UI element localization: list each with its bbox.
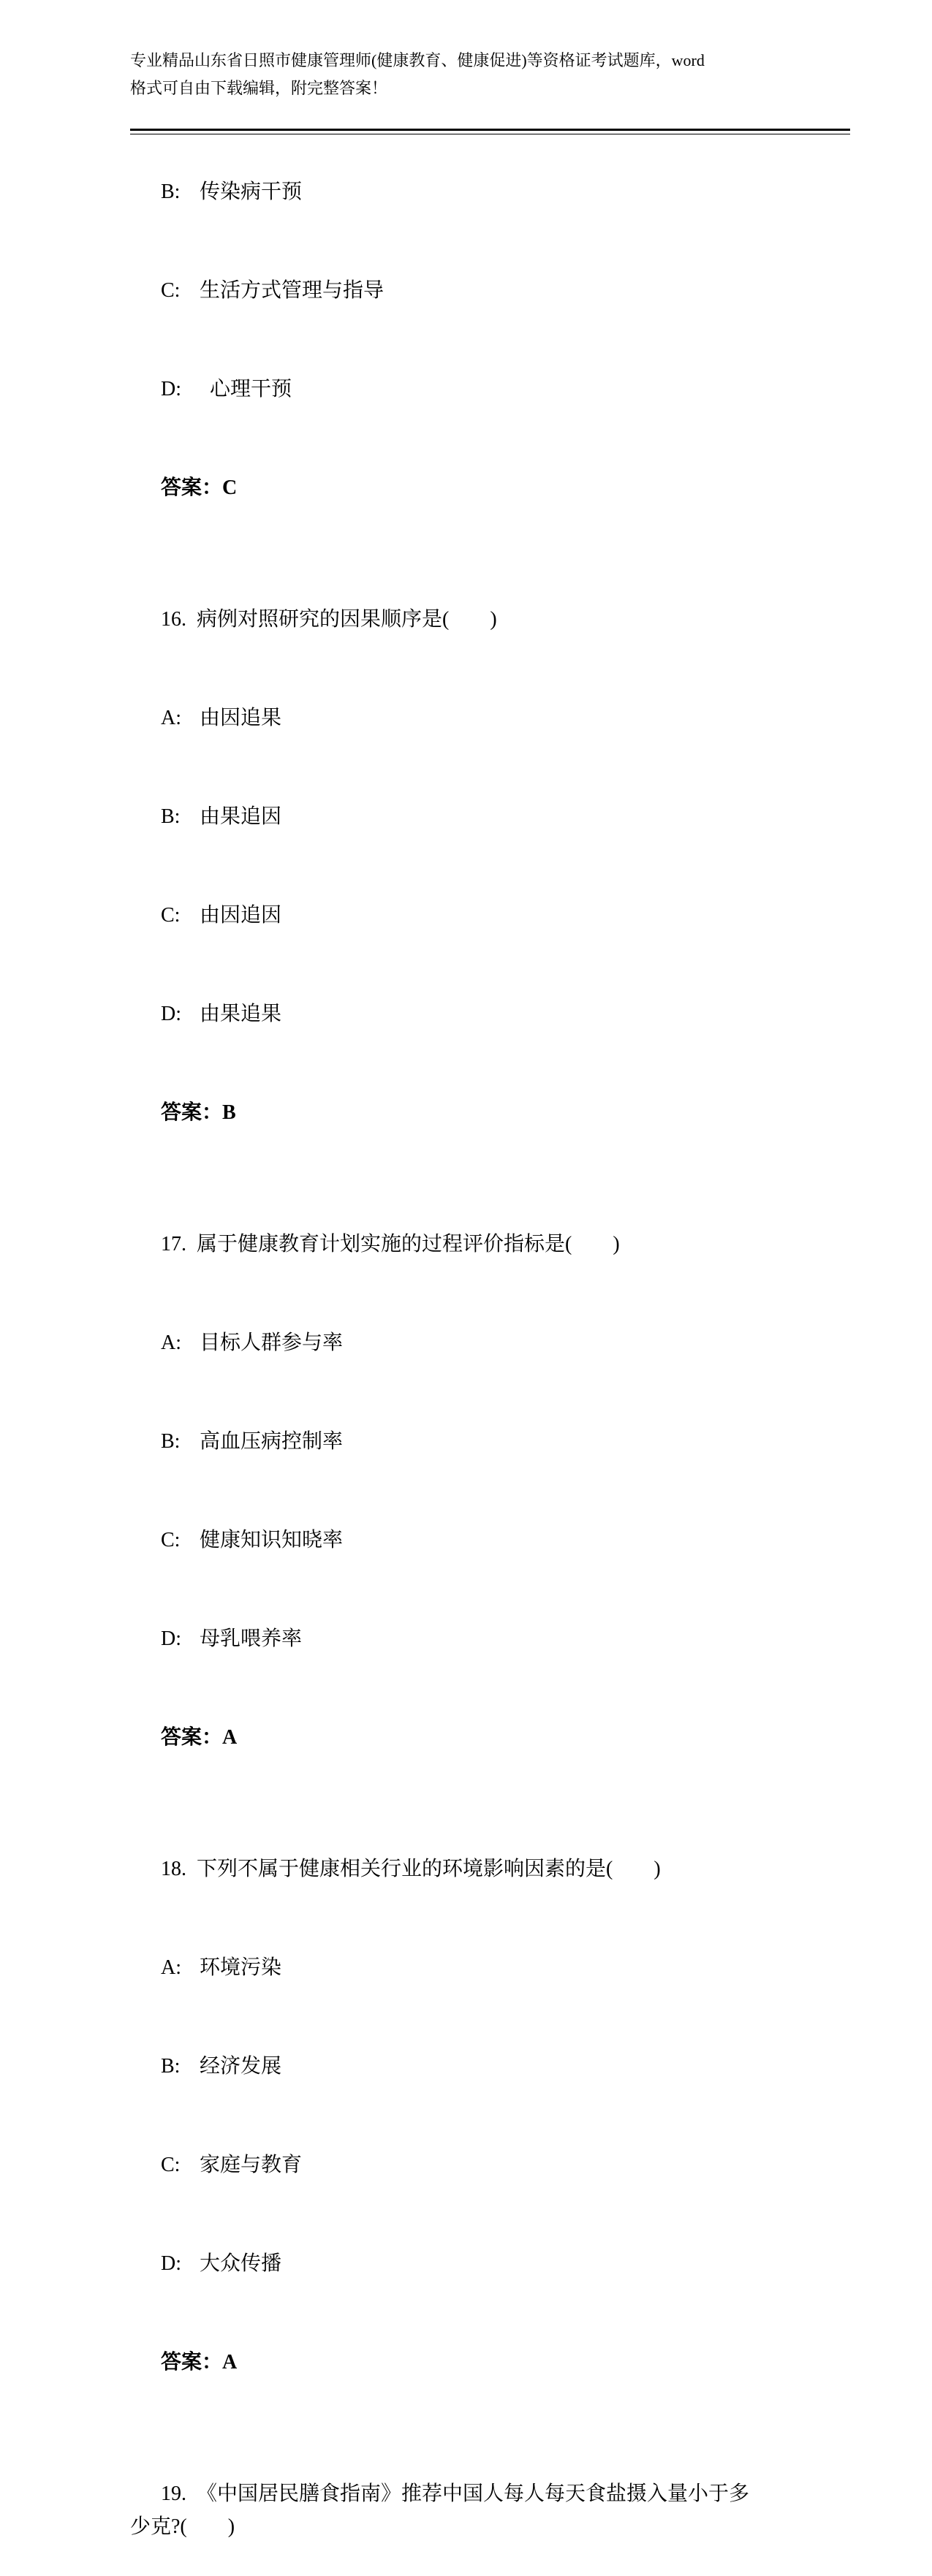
option-label: B: — [161, 181, 181, 203]
header-divider-rule — [130, 129, 850, 134]
answer-prefix: 答案： — [161, 476, 223, 499]
q15-answer-row — [130, 438, 753, 537]
option-text: 大众传播 — [200, 2252, 282, 2275]
option-text: 生活方式管理与指导 — [200, 279, 384, 302]
option-label: A: — [161, 1956, 181, 1979]
q16-answer-row — [130, 1063, 753, 1162]
answer-prefix: 答案： — [161, 1726, 223, 1749]
blank-line — [130, 1162, 753, 1195]
option-label: D: — [161, 378, 181, 400]
q16-option-c — [130, 866, 753, 965]
option-text: 由果追因 — [200, 805, 282, 828]
q18-answer-row — [130, 2313, 753, 2412]
q19-title — [130, 2444, 753, 2576]
option-label: C: — [161, 279, 181, 302]
option-label: D: — [161, 1627, 181, 1650]
question-text: 17. 属于健康教育计划实施的过程评价指标是( ) — [161, 1233, 620, 1255]
answer-prefix: 答案： — [161, 1101, 223, 1124]
option-label: D: — [161, 2252, 181, 2275]
blank-line — [130, 2412, 753, 2444]
q16-title — [130, 570, 753, 669]
blank-line — [130, 1787, 753, 1820]
option-label: B: — [161, 1430, 181, 1453]
option-text: 健康知识知晓率 — [200, 1529, 344, 1551]
option-text: 母乳喂养率 — [200, 1627, 303, 1650]
option-label: C: — [161, 904, 181, 927]
q17-title — [130, 1195, 753, 1293]
q18-option-d — [130, 2214, 753, 2313]
blank-line — [130, 537, 753, 570]
question-text: 19. 《中国居民膳食指南》推荐中国人每人每天食盐摄入量小于多少克?( ) — [130, 2482, 750, 2538]
option-text: 高血压病控制率 — [200, 1430, 344, 1453]
q18-option-c — [130, 2116, 753, 2214]
question-text: 16. 病例对照研究的因果顺序是( ) — [161, 608, 497, 631]
option-text: 目标人群参与率 — [200, 1331, 344, 1354]
q17-answer-row — [130, 1688, 753, 1787]
q15-option-d — [130, 340, 753, 438]
option-text: 家庭与教育 — [200, 2154, 303, 2176]
q17-option-b — [130, 1392, 753, 1491]
answer-value: A — [222, 1726, 238, 1749]
option-label: B: — [161, 2055, 181, 2078]
option-label: D: — [161, 1003, 181, 1025]
document-body — [130, 143, 753, 2576]
option-text: 心理干预 — [200, 378, 292, 400]
option-text: 由果追果 — [200, 1003, 282, 1025]
question-text: 18. 下列不属于健康相关行业的环境影响因素的是( ) — [161, 1858, 661, 1880]
q17-option-c — [130, 1491, 753, 1589]
option-label: C: — [161, 2154, 181, 2176]
q16-option-a — [130, 669, 753, 767]
answer-value: C — [222, 476, 238, 499]
q18-option-a — [130, 1918, 753, 2017]
answer-value: B — [222, 1101, 236, 1124]
option-text: 环境污染 — [200, 1956, 282, 1979]
option-text: 经济发展 — [200, 2055, 282, 2078]
q16-option-b — [130, 767, 753, 866]
option-label: C: — [161, 1529, 181, 1551]
option-text: 由因追果 — [200, 707, 282, 729]
option-text: 由因追因 — [200, 904, 282, 927]
answer-prefix: 答案： — [161, 2351, 223, 2374]
q18-option-b — [130, 2017, 753, 2116]
q17-option-d — [130, 1589, 753, 1688]
option-label: B: — [161, 805, 181, 828]
header-line-2: 格式可自由下载编辑，附完整答案！ — [130, 79, 388, 97]
answer-value: A — [222, 2351, 238, 2374]
q18-title — [130, 1820, 753, 1918]
q16-option-d — [130, 965, 753, 1063]
option-label: A: — [161, 707, 181, 729]
q15-option-c — [130, 241, 753, 340]
q15-option-b — [130, 143, 753, 241]
header-line-1: 专业精品山东省日照市健康管理师(健康教育、健康促进)等资格证考试题库，word — [130, 51, 705, 69]
q17-option-a — [130, 1293, 753, 1392]
page-header — [130, 47, 817, 102]
option-text: 传染病干预 — [200, 181, 303, 203]
option-label: A: — [161, 1331, 181, 1354]
